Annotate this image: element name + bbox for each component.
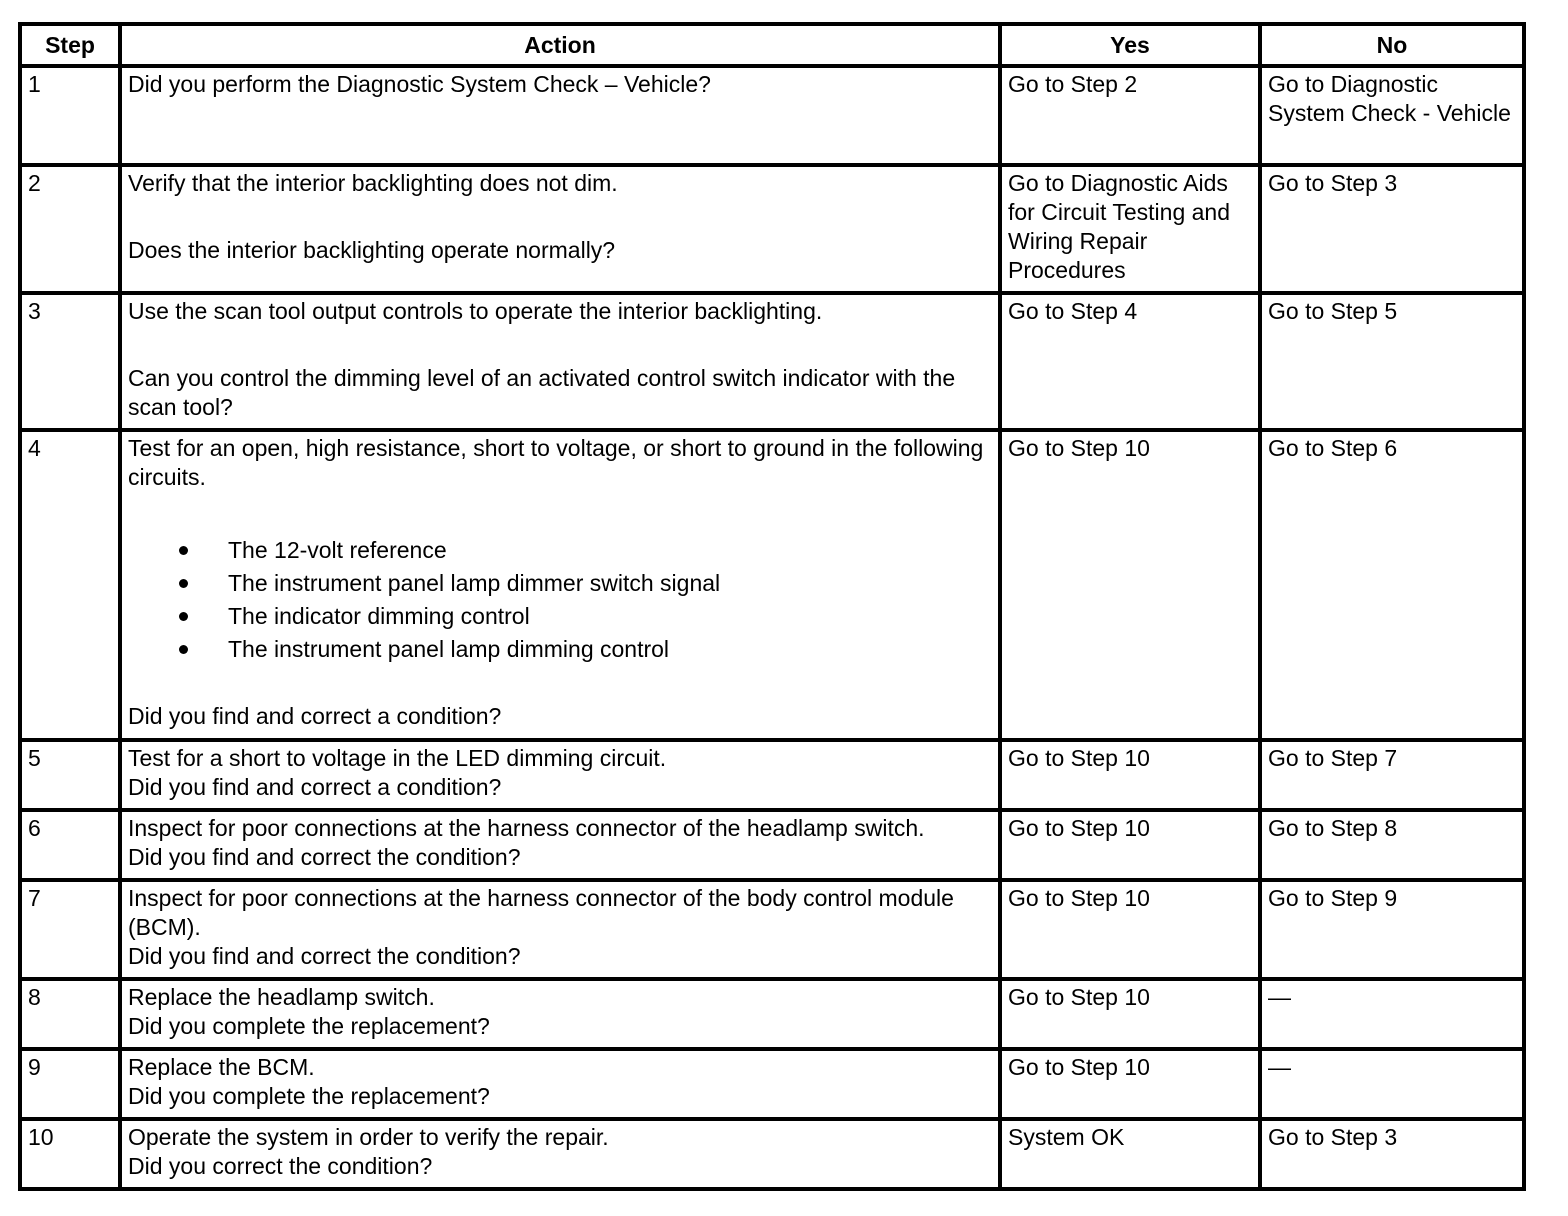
yes-cell: Go to Step 4: [1000, 293, 1260, 430]
action-question: Did you find and correct the condition?: [128, 943, 521, 969]
action-cell: [120, 880, 1000, 979]
yes-cell: Go to Step 10: [1000, 430, 1260, 740]
step-number: 8: [20, 979, 120, 1049]
table-row: [20, 880, 1524, 979]
action-cell: [120, 293, 1000, 430]
action-text: Operate the system in order to verify the repair.: [128, 1124, 609, 1150]
yes-cell: Go to Step 10: [1000, 740, 1260, 810]
action-text: Replace the headlamp switch.: [128, 984, 435, 1010]
action-text: Test for an open, high resistance, short to voltage, or short to ground in the following circuits.: [128, 435, 984, 490]
yes-cell: Go to Step 10: [1000, 810, 1260, 880]
step-number: 6: [20, 810, 120, 880]
action-cell: [120, 66, 1000, 165]
table-row: [20, 165, 1524, 293]
action-question: Can you control the dimming level of an activated control switch indicator with the scan tool?: [128, 365, 956, 420]
action-question: Did you find and correct the condition?: [128, 844, 521, 870]
table-row: [20, 740, 1524, 810]
action-text: Replace the BCM.: [128, 1054, 315, 1080]
action-cell: [120, 165, 1000, 293]
action-cell: [120, 1119, 1000, 1189]
table-row: [20, 810, 1524, 880]
header-row: [20, 24, 1524, 66]
action-cell: [120, 430, 1000, 740]
step-number: 9: [20, 1049, 120, 1119]
action-question: Does the interior backlighting operate normally?: [128, 237, 616, 263]
list-item: The instrument panel lamp dimming control: [128, 633, 992, 666]
action-text: Did you perform the Diagnostic System Check – Vehicle?: [128, 71, 711, 97]
yes-cell: System OK: [1000, 1119, 1260, 1189]
table-row: [20, 979, 1524, 1049]
action-cell: [120, 810, 1000, 880]
step-number: 1: [20, 66, 120, 165]
diagnostic-table: [18, 22, 1526, 1191]
no-cell: Go to Step 7: [1260, 740, 1524, 810]
step-number: 3: [20, 293, 120, 430]
yes-cell: Go to Step 10: [1000, 979, 1260, 1049]
action-question: Did you complete the replacement?: [128, 1013, 490, 1039]
header-no: No: [1260, 24, 1524, 66]
step-number: 2: [20, 165, 120, 293]
header-step: Step: [20, 24, 120, 66]
step-number: 5: [20, 740, 120, 810]
header-action: Action: [120, 24, 1000, 66]
yes-cell: Go to Step 2: [1000, 66, 1260, 165]
action-text: Use the scan tool output controls to operate the interior backlighting.: [128, 298, 823, 324]
action-question: Did you find and correct a condition?: [128, 703, 502, 729]
no-cell: Go to Diagnostic System Check - Vehicle: [1260, 66, 1524, 165]
circuit-list: [128, 534, 992, 666]
table-row: [20, 66, 1524, 165]
yes-cell: Go to Step 10: [1000, 1049, 1260, 1119]
no-cell: Go to Step 3: [1260, 1119, 1524, 1189]
list-item: The 12-volt reference: [128, 534, 992, 567]
step-number: 4: [20, 430, 120, 740]
no-cell: —: [1260, 979, 1524, 1049]
action-cell: [120, 979, 1000, 1049]
step-number: 7: [20, 880, 120, 979]
list-item: The instrument panel lamp dimmer switch signal: [128, 567, 992, 600]
no-cell: Go to Step 8: [1260, 810, 1524, 880]
step-number: 10: [20, 1119, 120, 1189]
action-cell: [120, 1049, 1000, 1119]
no-cell: Go to Step 5: [1260, 293, 1524, 430]
table-row: [20, 1119, 1524, 1189]
table-row: [20, 293, 1524, 430]
table-row: [20, 430, 1524, 740]
yes-cell: Go to Diagnostic Aids for Circuit Testing and Wiring Repair Procedures: [1000, 165, 1260, 293]
action-text: Test for a short to voltage in the LED dimming circuit.: [128, 745, 667, 771]
no-cell: —: [1260, 1049, 1524, 1119]
no-cell: Go to Step 9: [1260, 880, 1524, 979]
no-cell: Go to Step 6: [1260, 430, 1524, 740]
action-text: Inspect for poor connections at the harness connector of the body control module (BCM).: [128, 885, 954, 940]
action-text: Inspect for poor connections at the harness connector of the headlamp switch.: [128, 815, 925, 841]
action-question: Did you find and correct a condition?: [128, 774, 502, 800]
yes-cell: Go to Step 10: [1000, 880, 1260, 979]
action-question: Did you complete the replacement?: [128, 1083, 490, 1109]
list-item: The indicator dimming control: [128, 600, 992, 633]
action-text: Verify that the interior backlighting does not dim.: [128, 170, 618, 196]
header-yes: Yes: [1000, 24, 1260, 66]
action-cell: [120, 740, 1000, 810]
no-cell: Go to Step 3: [1260, 165, 1524, 293]
action-question: Did you correct the condition?: [128, 1153, 433, 1179]
table-row: [20, 1049, 1524, 1119]
